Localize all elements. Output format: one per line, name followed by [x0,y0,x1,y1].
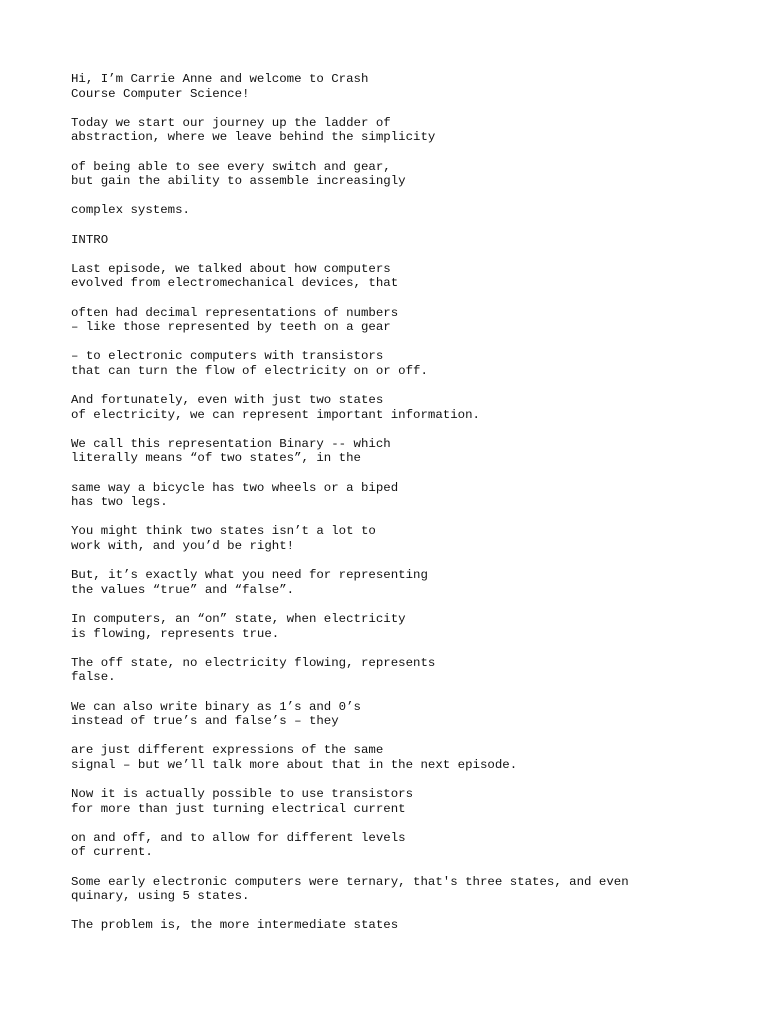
text-line: but gain the ability to assemble increasingly [71,174,406,189]
text-line: the values “true” and “false”. [71,582,295,597]
text-line: INTRO [71,232,109,247]
paragraph-20 [71,875,751,904]
paragraph-4 [71,203,751,218]
text-line: complex systems. [71,203,190,218]
paragraph-19 [71,831,751,860]
paragraph-9 [71,393,751,422]
text-line: Today we start our journey up the ladder of [71,115,391,130]
text-line: Some early electronic computers were ternary, that's three states, and even [71,874,629,889]
paragraph-3 [71,160,751,189]
text-line: on and off, and to allow for different levels [71,830,406,845]
paragraph-2 [71,116,751,145]
paragraph-14 [71,612,751,641]
paragraph-12 [71,524,751,553]
text-line: We can also write binary as 1’s and 0’s [71,699,361,714]
text-line: of current. [71,845,153,860]
text-line: literally means “of two states”, in the [71,451,361,466]
text-line: Last episode, we talked about how computers [71,261,391,276]
text-line: But, it’s exactly what you need for representing [71,568,428,583]
text-line: You might think two states isn’t a lot to [71,524,376,539]
paragraph-10 [71,437,751,466]
text-line: The off state, no electricity flowing, represents [71,655,436,670]
text-line: – like those represented by teeth on a gear [71,320,391,335]
paragraph-11 [71,481,751,510]
text-line: work with, and you’d be right! [71,539,295,553]
text-line: Course Computer Science! [71,86,250,101]
text-line: evolved from electromechanical devices, that [71,276,399,291]
paragraph-7 [71,306,751,335]
text-line: of being able to see every switch and gear, [71,159,391,174]
paragraph-1 [71,72,751,101]
text-line: In computers, an “on” state, when electricity [71,611,406,626]
text-line: And fortunately, even with just two states [71,393,384,408]
text-line: We call this representation Binary -- which [71,436,391,451]
text-line: same way a bicycle has two wheels or a biped [71,480,399,495]
paragraph-21 [71,918,751,933]
text-line: of electricity, we can represent important information. [71,407,480,422]
text-line: for more than just turning electrical current [71,801,406,816]
text-line: signal – but we’ll talk more about that in the next episode. [71,757,518,772]
document-page [71,72,751,948]
text-line: that can turn the flow of electricity on or off. [71,363,428,378]
text-line: quinary, using 5 states. [71,889,250,904]
text-line: are just different expressions of the same [71,743,384,758]
text-line: has two legs. [71,495,168,510]
text-line: Now it is actually possible to use transistors [71,787,414,802]
text-line: Hi, I’m Carrie Anne and welcome to Crash [71,72,369,86]
paragraph-15 [71,656,751,685]
paragraph-17 [71,743,751,772]
text-line: instead of true’s and false’s – they [71,714,339,729]
text-line: The problem is, the more intermediate states [71,918,399,933]
text-line: abstraction, where we leave behind the simplicity [71,130,436,145]
paragraph-8 [71,349,751,378]
text-line: – to electronic computers with transistors [71,349,384,364]
paragraph-16 [71,700,751,729]
section-heading-intro [71,233,751,248]
paragraph-13 [71,568,751,597]
text-line: often had decimal representations of numbers [71,305,399,320]
text-line: false. [71,670,116,685]
text-line: is flowing, represents true. [71,626,280,641]
paragraph-6 [71,262,751,291]
paragraph-18 [71,787,751,816]
